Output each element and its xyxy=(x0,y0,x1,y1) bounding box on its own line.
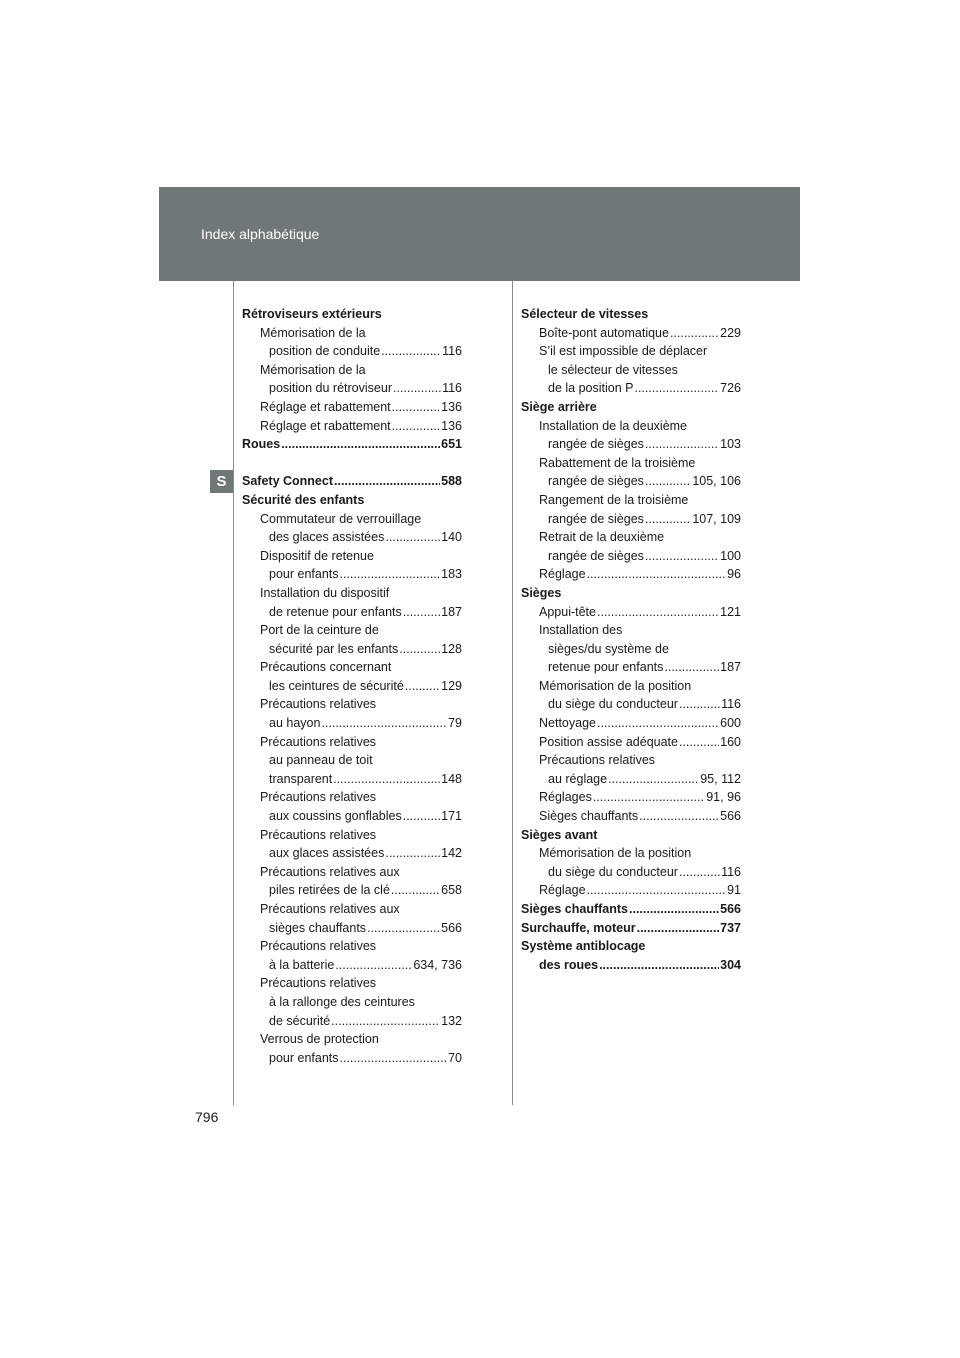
index-entry xyxy=(242,695,462,714)
index-entry-text: Installation des xyxy=(539,623,623,638)
index-entry xyxy=(242,1049,462,1068)
index-entry xyxy=(242,788,462,807)
index-entry-text: retenue pour enfants xyxy=(548,660,664,675)
dot-leader xyxy=(403,603,440,622)
index-page-ref[interactable]: 187 xyxy=(441,604,462,619)
dot-leader xyxy=(587,881,727,900)
index-page-ref[interactable]: 566 xyxy=(441,920,462,935)
index-entry-text: Sièges xyxy=(521,585,562,600)
dot-leader xyxy=(639,807,719,826)
index-entry-text: Réglages xyxy=(539,790,592,805)
index-page-ref[interactable]: 91 xyxy=(727,883,741,898)
index-entry xyxy=(521,417,741,436)
index-entry xyxy=(242,826,462,845)
index-entry-text: de sécurité xyxy=(269,1013,331,1028)
index-entry-text: Précautions relatives xyxy=(260,976,377,991)
index-page-ref[interactable]: 229 xyxy=(720,325,741,340)
dot-leader xyxy=(367,919,440,938)
index-entry xyxy=(242,956,462,975)
index-page-ref[interactable]: 95, 112 xyxy=(700,771,741,786)
index-entry-text: Réglage xyxy=(539,567,586,582)
index-entry xyxy=(242,900,462,919)
index-entry xyxy=(521,714,741,733)
index-entry xyxy=(242,547,462,566)
dot-leader xyxy=(599,956,719,975)
index-entry xyxy=(521,826,741,845)
index-entry xyxy=(242,528,462,547)
index-entry-text: S’il est impossible de déplacer xyxy=(539,344,708,359)
index-page-ref[interactable]: 142 xyxy=(441,846,462,861)
index-entry xyxy=(521,733,741,752)
index-entry xyxy=(242,491,462,510)
index-entry xyxy=(242,435,462,454)
dot-leader xyxy=(593,788,705,807)
dot-leader xyxy=(634,379,719,398)
index-entry xyxy=(521,751,741,770)
dot-leader xyxy=(403,807,440,826)
index-entry xyxy=(242,417,462,436)
index-entry xyxy=(242,1012,462,1031)
index-entry-text: Surchauffe, moteur xyxy=(521,920,636,935)
index-entry-text: Précautions relatives xyxy=(260,734,377,749)
index-entry-text: Sièges chauffants xyxy=(521,902,628,916)
index-entry-text: Retrait de la deuxième xyxy=(539,530,665,545)
index-entry-text: sièges/du système de xyxy=(548,641,669,656)
index-entry xyxy=(242,807,462,826)
index-entry xyxy=(521,510,741,529)
index-entry xyxy=(521,695,741,714)
index-entry-text: au réglage xyxy=(548,771,608,786)
index-page-ref[interactable]: 566 xyxy=(720,809,741,824)
dot-leader xyxy=(335,956,412,975)
index-page-ref[interactable]: 116 xyxy=(721,697,741,712)
index-entry-text: de la position P xyxy=(548,381,634,396)
index-entry xyxy=(242,751,462,770)
index-entry xyxy=(242,603,462,622)
index-page-ref[interactable]: 600 xyxy=(720,716,741,731)
index-entry-text: des glaces assistées xyxy=(269,530,385,545)
index-entry-text: Commutateur de verrouillage xyxy=(260,511,422,526)
index-entry-text: Précautions relatives xyxy=(260,939,377,954)
dot-leader xyxy=(679,695,720,714)
index-page-ref[interactable]: 304 xyxy=(720,957,741,972)
index-entry-text: Dispositif de retenue xyxy=(260,548,374,563)
index-entry xyxy=(521,770,741,789)
index-entry-text: Appui-tête xyxy=(539,604,596,619)
index-entry-text: Boîte-pont automatique xyxy=(539,325,669,340)
dot-leader xyxy=(597,714,719,733)
index-entry xyxy=(521,491,741,510)
index-entry xyxy=(242,324,462,343)
index-page-ref[interactable]: 116 xyxy=(442,344,462,359)
index-page-ref[interactable]: 148 xyxy=(441,771,462,786)
dot-leader xyxy=(679,863,720,882)
index-page-ref[interactable]: 70 xyxy=(448,1050,462,1065)
index-page-ref[interactable]: 651 xyxy=(441,437,462,452)
index-entry-text: pour enfants xyxy=(269,1050,339,1065)
index-entry xyxy=(521,603,741,622)
index-entry-text: du siège du conducteur xyxy=(548,697,678,712)
dot-leader xyxy=(645,472,691,491)
index-entry xyxy=(521,881,741,900)
index-entry xyxy=(521,379,741,398)
index-entry-text: rangée de sièges xyxy=(548,437,644,452)
index-entry xyxy=(521,565,741,584)
index-entry-text: au panneau de toit xyxy=(269,753,373,768)
dot-leader xyxy=(629,900,719,919)
dot-leader xyxy=(645,510,691,529)
index-entry-text: de retenue pour enfants xyxy=(269,604,402,619)
index-page-ref[interactable]: 136 xyxy=(441,399,462,414)
index-page-ref[interactable]: 136 xyxy=(441,418,462,433)
index-entry xyxy=(521,807,741,826)
index-page-ref[interactable]: 105, 106 xyxy=(692,474,741,489)
index-page-ref[interactable]: 187 xyxy=(720,660,741,675)
index-entry-text: Précautions relatives xyxy=(260,790,377,805)
index-entry xyxy=(521,863,741,882)
index-entry xyxy=(242,640,462,659)
dot-leader xyxy=(333,770,440,789)
index-entry xyxy=(242,863,462,882)
index-page-ref[interactable]: 96 xyxy=(727,567,741,582)
index-entry-text: Sélecteur de vitesses xyxy=(521,307,649,321)
index-entry xyxy=(242,510,462,529)
dot-leader xyxy=(645,435,719,454)
index-entry-text: du siège du conducteur xyxy=(548,864,678,879)
index-entry-text: Roues xyxy=(242,437,281,452)
dot-leader xyxy=(597,603,719,622)
index-entry xyxy=(242,584,462,603)
index-entry-text: Précautions relatives xyxy=(260,697,377,712)
index-entry xyxy=(242,714,462,733)
index-page-ref[interactable]: 107, 109 xyxy=(692,511,741,526)
index-entry xyxy=(242,919,462,938)
index-entry xyxy=(242,398,462,417)
index-entry-text: Siège arrière xyxy=(521,399,597,414)
index-entry-text: position du rétroviseur xyxy=(269,381,392,396)
dot-leader xyxy=(340,1049,448,1068)
index-entry-text: Mémorisation de la position xyxy=(539,678,692,693)
index-entry-text: rangée de sièges xyxy=(548,474,644,489)
index-page-ref[interactable]: 737 xyxy=(720,920,741,935)
header-title: Index alphabétique xyxy=(201,226,320,242)
index-entry xyxy=(521,547,741,566)
index-entry-text: aux coussins gonflables xyxy=(269,809,402,824)
index-page-ref[interactable]: 566 xyxy=(720,902,741,916)
index-entry xyxy=(242,733,462,752)
index-column-left xyxy=(242,305,462,1067)
dot-leader xyxy=(381,342,441,361)
index-entry xyxy=(521,919,741,938)
index-entry-text: Précautions relatives aux xyxy=(260,902,400,916)
index-entry-text: des roues xyxy=(539,957,599,972)
page-header xyxy=(159,187,800,281)
index-entry-text: Sièges chauffants xyxy=(539,809,639,824)
index-entry xyxy=(242,677,462,696)
dot-leader xyxy=(393,379,441,398)
index-entry-text: piles retirées de la clé xyxy=(269,883,390,898)
index-entry-text: le sélecteur de vitesses xyxy=(548,362,678,377)
index-page-ref[interactable]: 726 xyxy=(720,381,741,396)
index-entry xyxy=(242,621,462,640)
index-entry xyxy=(242,658,462,677)
index-entry xyxy=(521,342,741,361)
index-entry-text: Installation de la deuxième xyxy=(539,418,688,433)
dot-leader xyxy=(340,565,441,584)
index-page-ref[interactable]: 140 xyxy=(441,530,462,545)
index-page-ref[interactable]: 658 xyxy=(441,883,462,898)
index-entry-text: à la batterie xyxy=(269,957,335,972)
index-entry xyxy=(521,454,741,473)
index-entry-text: Installation du dispositif xyxy=(260,585,390,600)
index-entry-text: Position assise adéquate xyxy=(539,734,678,749)
index-letter-tab: S xyxy=(210,470,233,493)
index-entry xyxy=(242,565,462,584)
index-entry xyxy=(242,342,462,361)
dot-leader xyxy=(679,733,719,752)
index-entry xyxy=(521,844,741,863)
index-entry-text: Port de la ceinture de xyxy=(260,623,379,638)
index-entry-text: transparent xyxy=(269,771,333,786)
index-entry xyxy=(521,398,741,417)
index-entry-text: Sièges avant xyxy=(521,827,598,842)
index-entry-text: sécurité par les enfants xyxy=(269,641,399,656)
index-entry-text: sièges chauffants xyxy=(269,920,367,935)
index-entry xyxy=(242,361,462,380)
index-entry xyxy=(521,937,741,956)
index-entry-text: Réglage et rabattement xyxy=(260,399,391,414)
dot-leader xyxy=(405,677,440,696)
index-entry-text: Mémorisation de la position xyxy=(539,846,692,861)
index-page-ref[interactable]: 132 xyxy=(441,1013,462,1028)
index-page-ref[interactable]: 128 xyxy=(441,641,462,656)
dot-leader xyxy=(391,881,440,900)
index-entry xyxy=(521,305,741,324)
dot-leader xyxy=(385,528,440,547)
dot-leader xyxy=(608,770,699,789)
index-entry-text: Réglage xyxy=(539,883,586,898)
dot-leader xyxy=(637,919,720,938)
dot-leader xyxy=(334,472,440,491)
index-entry-text: pour enfants xyxy=(269,567,339,582)
index-entry-text: les ceintures de sécurité xyxy=(269,678,404,693)
index-entry-text: Mémorisation de la xyxy=(260,362,366,377)
index-entry xyxy=(242,1030,462,1049)
index-entry xyxy=(521,658,741,677)
index-entry-text: Rangement de la troisième xyxy=(539,492,689,507)
dot-leader xyxy=(645,547,719,566)
index-entry-text: Précautions relatives xyxy=(539,753,656,768)
index-entry-text: aux glaces assistées xyxy=(269,846,385,861)
index-entry xyxy=(242,993,462,1012)
index-page-ref[interactable]: 183 xyxy=(441,567,462,582)
index-entry-text: Système antiblocage xyxy=(521,939,646,954)
index-entry xyxy=(521,640,741,659)
index-entry xyxy=(521,584,741,603)
index-entry xyxy=(521,324,741,343)
index-column-right xyxy=(521,305,741,974)
dot-leader xyxy=(321,714,447,733)
index-entry xyxy=(242,881,462,900)
index-entry xyxy=(242,379,462,398)
left-divider xyxy=(233,281,234,1105)
index-entry-text: au hayon xyxy=(269,716,321,731)
dot-leader xyxy=(399,640,440,659)
index-page-ref[interactable]: 160 xyxy=(720,734,741,749)
index-entry xyxy=(242,937,462,956)
index-entry-text: Nettoyage xyxy=(539,716,596,731)
index-entry-text: position de conduite xyxy=(269,344,381,359)
index-entry-text: Précautions relatives aux xyxy=(260,864,400,879)
index-entry xyxy=(242,770,462,789)
index-entry xyxy=(242,305,462,324)
index-entry xyxy=(521,900,741,919)
index-page-ref[interactable]: 103 xyxy=(720,437,741,452)
index-entry-text: rangée de sièges xyxy=(548,511,644,526)
index-page-ref[interactable]: 91, 96 xyxy=(706,790,741,805)
index-page-ref[interactable]: 116 xyxy=(442,381,462,396)
index-page-ref[interactable]: 171 xyxy=(441,809,462,824)
index-entry xyxy=(521,956,741,975)
index-entry xyxy=(521,621,741,640)
index-entry-text: Mémorisation de la xyxy=(260,325,366,340)
index-entry-text: Précautions relatives xyxy=(260,827,377,842)
dot-leader xyxy=(664,658,719,677)
index-page-ref[interactable]: 116 xyxy=(721,864,741,879)
dot-leader xyxy=(670,324,719,343)
page-number: 796 xyxy=(195,1109,219,1125)
index-page-ref[interactable]: 634, 736 xyxy=(413,957,462,972)
index-entry xyxy=(521,472,741,491)
dot-leader xyxy=(281,435,440,454)
index-entry xyxy=(521,677,741,696)
index-entry xyxy=(242,472,462,491)
column-divider xyxy=(512,281,513,1105)
index-page-ref[interactable]: 129 xyxy=(441,678,462,693)
index-entry-text: Sécurité des enfants xyxy=(242,492,365,507)
index-spacer xyxy=(242,454,462,473)
index-page-ref[interactable]: 79 xyxy=(448,716,462,731)
index-entry xyxy=(521,361,741,380)
index-entry-text: rangée de sièges xyxy=(548,548,644,563)
index-entry-text: Rétroviseurs extérieurs xyxy=(242,307,382,321)
dot-leader xyxy=(392,417,441,436)
dot-leader xyxy=(385,844,440,863)
index-entry-text: Verrous de protection xyxy=(260,1032,379,1047)
index-page-ref[interactable]: 100 xyxy=(720,548,741,563)
dot-leader xyxy=(587,565,727,584)
index-entry-text: à la rallonge des ceintures xyxy=(269,994,415,1009)
index-entry xyxy=(242,974,462,993)
index-entry xyxy=(521,528,741,547)
dot-leader xyxy=(392,398,441,417)
index-entry-text: Réglage et rabattement xyxy=(260,418,391,433)
index-entry xyxy=(242,844,462,863)
index-page-ref[interactable]: 121 xyxy=(720,604,741,619)
index-entry-text: Rabattement de la troisième xyxy=(539,455,696,470)
index-entry xyxy=(521,788,741,807)
index-page-ref[interactable]: 588 xyxy=(441,474,462,489)
index-entry-text: Précautions concernant xyxy=(260,660,392,675)
dot-leader xyxy=(331,1012,440,1031)
index-entry-text: Safety Connect xyxy=(242,474,333,489)
index-entry xyxy=(521,435,741,454)
